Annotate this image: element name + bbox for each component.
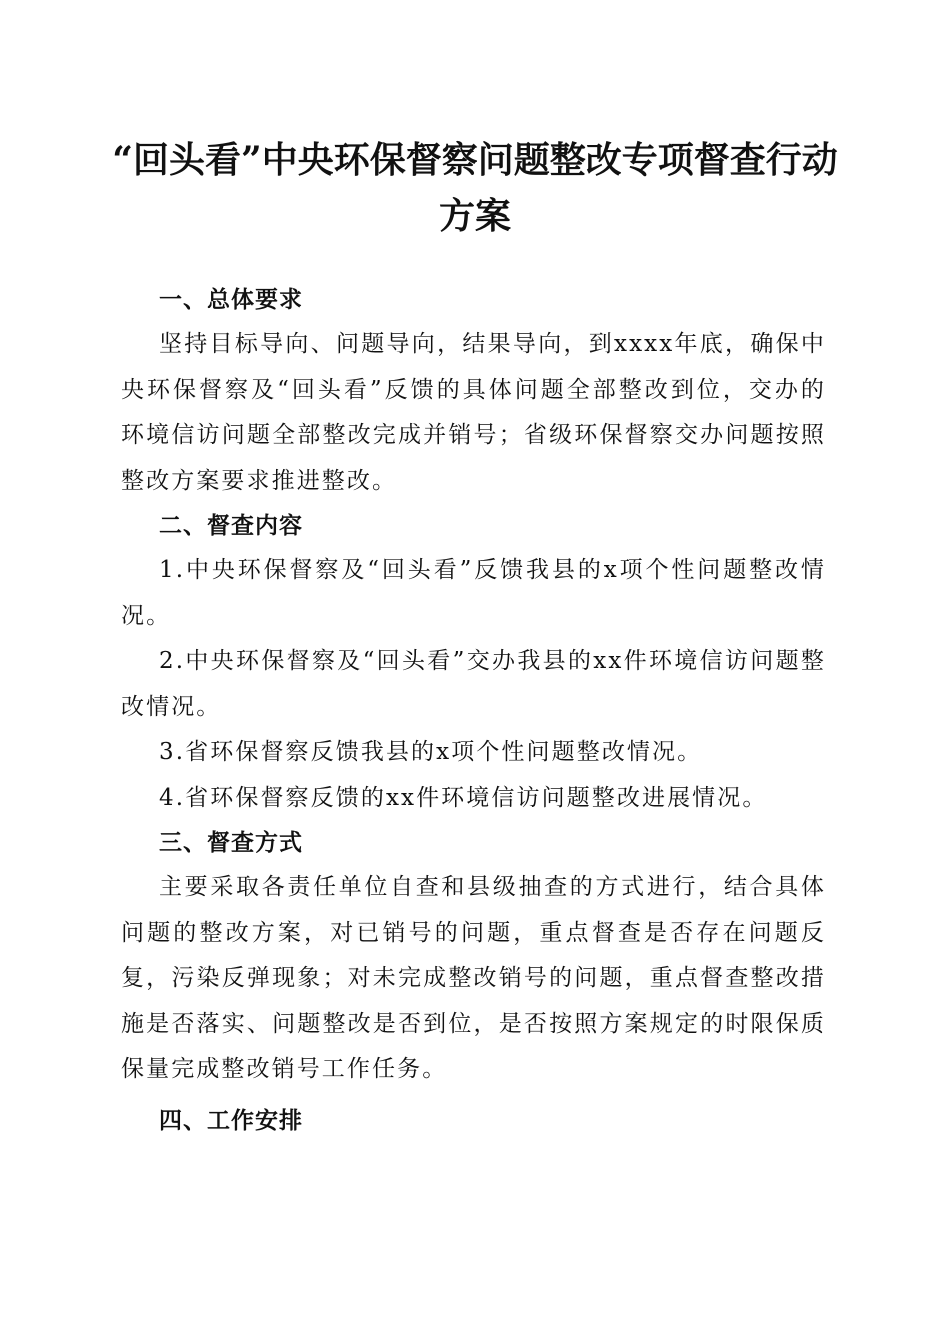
section-2-item-2: 2.中央环保督察及“回头看”交办我县的xx件环境信访问题整改情况。	[121, 648, 826, 720]
section-1-paragraph: 坚持目标导向、问题导向，结果导向，到xxxx年底，确保中央环保督察及“回头看”反馈的具体问题全部整改到位，交办的环境信访问题全部整改完成并销号；省级环保督察交办问题按照整改方案要求推进整改。	[121, 331, 826, 494]
section-heading-2: 二、督查内容	[159, 513, 303, 539]
section-heading-1: 一、总体要求	[159, 287, 303, 313]
section-2-item-4: 4.省环保督察反馈的xx件环境信访问题整改进展情况。	[159, 784, 768, 811]
section-2-item-1: 1.中央环保督察及“回头看”反馈我县的x项个性问题整改情况。	[121, 557, 826, 629]
section-heading-4: 四、工作安排	[159, 1107, 303, 1134]
document-body	[121, 278, 826, 1143]
section-2-item-3: 3.省环保督察反馈我县的x项个性问题整改情况。	[159, 739, 703, 765]
document-title: “回头看”中央环保督察问题整改专项督查行动方案	[112, 139, 838, 237]
section-3-paragraph: 主要采取各责任单位自查和县级抽查的方式进行，结合具体问题的整改方案，对已销号的问题，重点督查是否存在问题反复，污染反弹现象；对未完成整改销号的问题，重点督查整改措施是否落实、问题整改是否到位，是否按照方案规定的时限保质保量完成整改销号工作任务。	[121, 874, 826, 1082]
section-heading-3: 三、督查方式	[159, 830, 303, 856]
